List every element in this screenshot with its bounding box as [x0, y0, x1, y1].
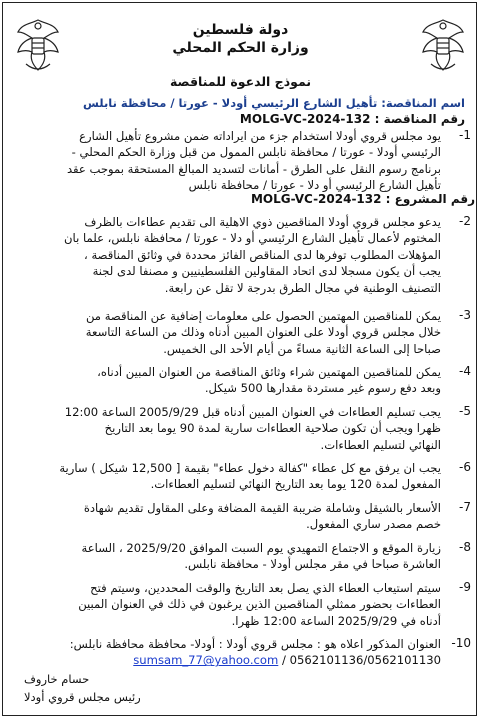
- signatory-title: رئيس مجلس قروي أودلا: [24, 690, 141, 704]
- signature-block: [24, 670, 141, 706]
- item-number: 4-: [459, 364, 471, 378]
- form-title: نموذج الدعوة للمناقصة: [169, 74, 312, 89]
- item-number: 2-: [459, 214, 471, 228]
- item-line: العنوان المذكور اعلاه هو : مجلس قروي أودلا : أودلا- محافظة محافظة نابلس:: [69, 637, 441, 651]
- item-number: 8-: [459, 540, 471, 554]
- item-line: المختوم لأعمال تأهيل الشارع الرئيسي أو دلا - عورتا / محافظة نابلس، علما بان: [64, 231, 441, 246]
- phone-numbers: 0562101136/0562101130 /: [281, 653, 441, 668]
- item-line: العاشرة صباحا في مقر مجلس أودلا - محافظة نابلس.: [184, 557, 441, 572]
- item-number: 6-: [459, 460, 471, 474]
- item-line: برنامج رسوم النقل على الطرق - أمانات لتسديد المبالغ المستحقة بموجب عقد: [66, 161, 441, 176]
- item-line: التصنيف الوطنية في مجال الطرق بدرجة لا تقل عن رابعة.: [164, 280, 441, 295]
- item-line: يود مجلس قروي أودلا استخدام جزء من ايراداته ضمن مشروع تأهيل الشارع: [79, 129, 441, 143]
- item-number: 9-: [459, 580, 471, 594]
- project-number: رقم المشروع : MOLG-VC-2024-132: [250, 192, 475, 206]
- state-name: دولة فلسطين: [192, 22, 289, 38]
- list-item: [12, 580, 471, 632]
- list-item: [12, 364, 471, 400]
- item-line: تأهيل الشارع الرئيسي أو دلا - عورتا / محافظة نابلس: [188, 178, 441, 193]
- item-line: يمكن للمناقصين المهتمين الحصول على معلومات إضافية عن المناقصة من: [85, 309, 441, 323]
- item-line: يمكن للمناقصين المهتمين شراء وثائق المناقصة من العنوان المبين أدناه،: [97, 365, 441, 379]
- item-line: ظهرا ويجب أن تكون صلاحية العطاءات سارية لمدة 90 يوما بعد التاريخ: [104, 421, 441, 436]
- item-line: الأسعار بالشيقل وشاملة ضريبة القيمة المضافة وعلى المقاول تقديم شهادة: [83, 501, 441, 515]
- contact-line: [12, 652, 441, 668]
- item-line: أدناه في 2025/9/29 الساعة 12:00 ظهرا.: [231, 613, 441, 628]
- item-number: 10-: [451, 636, 471, 650]
- item-line: المفعول لمدة 120 يوما بعد التاريخ النهائي لتسليم العطاءات.: [150, 477, 441, 492]
- list-item: [12, 460, 471, 496]
- item-line: صباحا إلى الساعة الثانية مساءً من أيام الأحد الى الخميس.: [163, 341, 441, 356]
- email-link[interactable]: sumsam_77@yahoo.com: [133, 653, 279, 668]
- item-line: المؤهلات المطلوب توفرها لدى المناقص الفائز محددة في وثائق المناقصة ،: [84, 247, 441, 262]
- list-item: [12, 308, 471, 360]
- tender-items: [12, 128, 475, 672]
- signatory-name: حسام خاروف: [24, 672, 90, 686]
- item-line: النهائي لتسليم العطاءات.: [320, 437, 441, 452]
- list-item: [12, 128, 475, 208]
- item-number: 5-: [459, 404, 471, 418]
- list-item: [12, 404, 471, 456]
- item-line: زيارة الموقع و الاجتماع التمهيدي يوم السبت الموافق 2025/9/20 ، الساعة: [81, 541, 441, 555]
- list-item: [12, 540, 471, 576]
- item-line: يجب أن يكون مسجلا لدى اتحاد المقاولين الفلسطينيين و مصنفا لدى لجنة: [92, 264, 441, 279]
- tender-number: رقم المناقصة : MOLG-VC-2024-132: [239, 112, 465, 126]
- ministry-name: وزارة الحكم المحلي: [172, 40, 309, 56]
- list-item: [12, 636, 471, 672]
- item-line: خلال مجلس قروي أودلا على العنوان المبين أدناه وذلك من الساعة التاسعة: [85, 325, 441, 340]
- item-line: يجب تسليم العطاءات في العنوان المبين أدناه قبل 2005/9/29 الساعة 12:00: [64, 405, 441, 419]
- item-line: يجب ان يرفق مع كل عطاء "كفالة دخول عطاء" بقيمة [ 12,500 شيكل ) سارية: [59, 461, 441, 475]
- item-line: وبعد دفع رسوم غير مستردة مقدارها 500 شيكل.: [204, 381, 441, 396]
- item-number: 7-: [459, 500, 471, 514]
- item-number: 1-: [459, 128, 471, 142]
- item-line: الرئيسي أودلا - عورتا / محافظة نابلس الممول من قبل وزارة الحكم المحلي -: [71, 145, 441, 160]
- item-line: خصم مصدر ساري المفعول.: [306, 517, 441, 532]
- item-number: 3-: [459, 308, 471, 322]
- tender-name: اسم المناقصة: تأهيل الشارع الرئيسي أودلا - عورتا / محافظة نابلس: [83, 96, 465, 110]
- item-line: العطاءات بحضور ممثلي المناقصين الذين يرغبون في ذلك في العنوان المبين: [78, 597, 441, 612]
- list-item: [12, 214, 471, 304]
- item-line: يدعو مجلس قروي أودلا المناقصين ذوي الاهلية الى تقديم عطاءات بالظرف: [84, 215, 441, 229]
- list-item: [12, 500, 471, 536]
- item-line: سيتم استيعاب العطاء الذي يصل بعد التاريخ والوقت المحددين، وسيتم فتح: [90, 581, 441, 595]
